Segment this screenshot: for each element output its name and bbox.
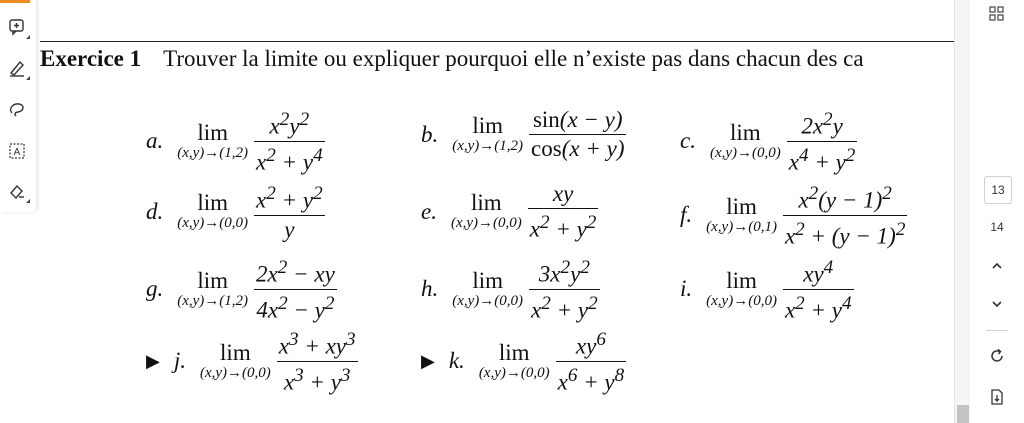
- limit-operator: lim (x,y)→(0,0): [452, 267, 524, 309]
- marker-triangle: ▶: [421, 350, 435, 371]
- limit-operator: lim (x,y)→(1,2): [177, 119, 249, 161]
- fraction: $\frac{2x^2 - xy}{4x^2 - y^2}$: [256, 257, 335, 323]
- problem-label: d.: [146, 198, 164, 224]
- problem-d: [146, 180, 325, 244]
- exercise-heading: [40, 46, 864, 72]
- fraction: $\frac{xy}{x^2 + y^2}$: [529, 181, 597, 242]
- fraction: $\frac{x^2(y - 1)^2}{x^2 + (y - 1)^2}$: [784, 183, 906, 249]
- rotate-icon[interactable]: [983, 344, 1011, 368]
- marker-triangle: ▶: [146, 350, 160, 371]
- page-toolbar: [970, 0, 1024, 423]
- grid-view-icon[interactable]: [983, 2, 1011, 26]
- problem-b: [421, 106, 626, 163]
- eraser-icon[interactable]: [4, 178, 30, 204]
- svg-text:A: A: [13, 147, 21, 158]
- annotation-toolbar: [0, 0, 36, 212]
- limit-operator: lim (x,y)→(1,2): [177, 267, 249, 309]
- scrollbar-thumb[interactable]: [957, 405, 969, 423]
- chevron-down-icon[interactable]: [983, 292, 1011, 316]
- document-page: [36, 0, 954, 423]
- current-page-indicator[interactable]: 13: [984, 176, 1012, 204]
- limit-operator: lim (x,y)→(0,0): [709, 119, 781, 161]
- header-rule: [40, 41, 954, 42]
- problem-e: [421, 180, 598, 244]
- problem-h: [421, 254, 600, 325]
- fraction: $\frac{2x^2y}{x^4 + y^2}$: [788, 109, 856, 175]
- vertical-scrollbar[interactable]: [954, 0, 971, 423]
- export-icon[interactable]: [983, 385, 1011, 409]
- text-box-icon[interactable]: [4, 138, 30, 164]
- problem-label: g.: [146, 276, 164, 302]
- lasso-icon[interactable]: [4, 96, 30, 122]
- fraction: $\frac{x^3 + xy^3}{x^3 + y^3}$: [278, 329, 356, 395]
- problem-f: [680, 180, 907, 251]
- limit-operator: lim (x,y)→(0,0): [199, 339, 271, 381]
- fraction: $\frac{x^2 + y^2}{y}$: [256, 183, 323, 242]
- fraction: $\frac{3x^2y^2}{x^2 + y^2}$: [531, 257, 598, 323]
- limit-operator: lim (x,y)→(1,2): [452, 113, 524, 155]
- fraction: $\frac{\sin(x - y)}{\cos(x + y)}$: [531, 107, 625, 162]
- problem-label: a.: [146, 128, 164, 154]
- problem-label: e.: [421, 198, 437, 224]
- fraction: $\frac{xy^6}{x^6 + y^8}$: [557, 329, 625, 395]
- fraction: $\frac{xy^4}{x^2 + y^4}$: [784, 257, 852, 323]
- next-page-number[interactable]: 14: [990, 220, 1004, 234]
- problem-label: b.: [421, 121, 439, 147]
- exercise-title: Exercice 1: [40, 46, 142, 71]
- limit-operator: lim (x,y)→(0,0): [478, 339, 550, 381]
- fraction: $\frac{x^2y^2}{x^2 + y^4}$: [256, 109, 323, 175]
- chevron-up-icon[interactable]: [983, 254, 1011, 278]
- limit-operator: lim (x,y)→(0,0): [450, 190, 522, 232]
- add-comment-icon[interactable]: [4, 14, 30, 40]
- limit-operator: lim (x,y)→(0,0): [177, 190, 249, 232]
- exercise-instruction: Trouver la limite ou expliquer pourquoi elle n’existe pas dans chacun des ca: [163, 46, 864, 71]
- limit-operator: lim (x,y)→(0,1): [706, 193, 777, 235]
- problem-label: k.: [448, 348, 465, 374]
- problem-label: i.: [680, 276, 693, 302]
- toolbar-divider: [986, 330, 1008, 331]
- limit-operator: lim (x,y)→(0,0): [706, 267, 777, 309]
- problem-k: [421, 326, 626, 397]
- problem-label: f.: [680, 202, 693, 228]
- problem-label: h.: [421, 276, 439, 302]
- pen-icon[interactable]: [4, 55, 30, 81]
- problem-label: j.: [173, 348, 186, 374]
- problem-j: [146, 326, 358, 397]
- problem-a: [146, 106, 325, 177]
- problem-label: c.: [680, 128, 696, 154]
- active-tool-accent: [0, 0, 30, 3]
- problem-c: [680, 106, 857, 177]
- problem-g: [146, 254, 337, 325]
- problem-i: [680, 254, 854, 325]
